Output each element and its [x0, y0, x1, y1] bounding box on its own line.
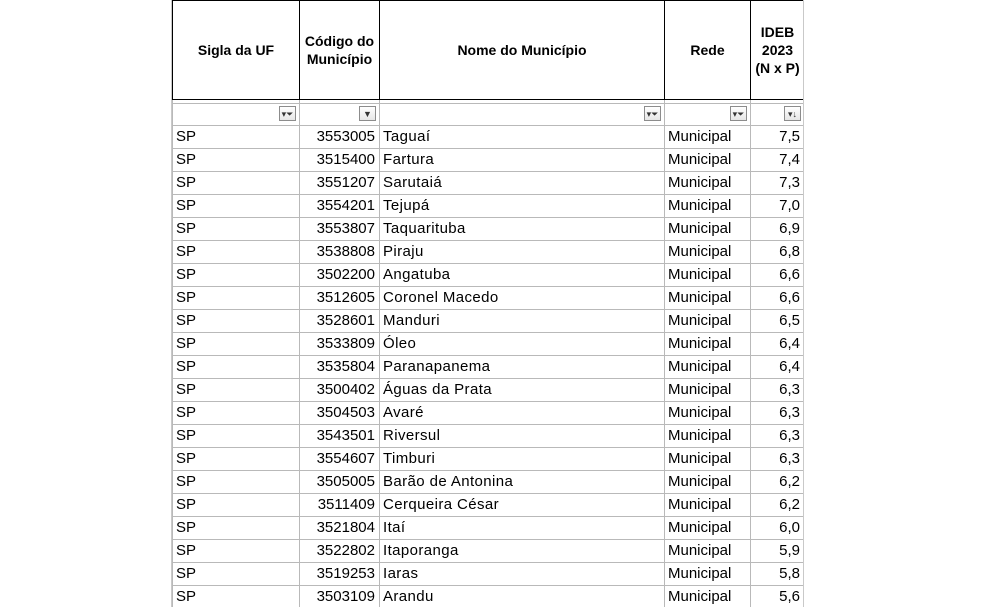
cell-rede[interactable]: Municipal — [665, 241, 751, 264]
cell-uf[interactable]: SP — [173, 517, 300, 540]
cell-nome[interactable]: Iaras — [380, 563, 665, 586]
cell-uf[interactable]: SP — [173, 126, 300, 149]
cell-ideb[interactable]: 6,3 — [751, 425, 805, 448]
cell-codigo[interactable]: 3503109 — [300, 586, 380, 607]
cell-ideb[interactable]: 6,2 — [751, 471, 805, 494]
cell-codigo[interactable]: 3551207 — [300, 172, 380, 195]
cell-codigo[interactable]: 3500402 — [300, 379, 380, 402]
cell-uf[interactable]: SP — [173, 172, 300, 195]
cell-codigo[interactable]: 3522802 — [300, 540, 380, 563]
filter-row — [173, 104, 805, 126]
table-row[interactable] — [173, 540, 805, 563]
cell-uf[interactable]: SP — [173, 586, 300, 607]
cell-ideb[interactable]: 7,4 — [751, 149, 805, 172]
filter-cell-ideb — [751, 104, 805, 126]
cell-nome[interactable]: Arandu — [380, 586, 665, 607]
cell-nome[interactable]: Óleo — [380, 333, 665, 356]
sheet-right-border — [803, 0, 804, 607]
cell-rede[interactable]: Municipal — [665, 356, 751, 379]
cell-uf[interactable]: SP — [173, 448, 300, 471]
cell-uf[interactable]: SP — [173, 379, 300, 402]
cell-rede[interactable]: Municipal — [665, 540, 751, 563]
cell-nome[interactable]: Barão de Antonina — [380, 471, 665, 494]
cell-codigo[interactable]: 3504503 — [300, 402, 380, 425]
cell-uf[interactable]: SP — [173, 471, 300, 494]
cell-codigo[interactable]: 3553807 — [300, 218, 380, 241]
cell-uf[interactable]: SP — [173, 287, 300, 310]
cell-rede[interactable]: Municipal — [665, 264, 751, 287]
cell-uf[interactable]: SP — [173, 264, 300, 287]
cell-rede[interactable]: Municipal — [665, 379, 751, 402]
cell-rede[interactable]: Municipal — [665, 494, 751, 517]
filter-active-icon[interactable]: ▾⏷ — [279, 106, 296, 121]
cell-rede[interactable]: Municipal — [665, 333, 751, 356]
cell-rede[interactable]: Municipal — [665, 149, 751, 172]
cell-nome[interactable]: Itaí — [380, 517, 665, 540]
cell-nome[interactable]: Fartura — [380, 149, 665, 172]
table-row[interactable] — [173, 149, 805, 172]
cell-rede[interactable]: Municipal — [665, 448, 751, 471]
table-row[interactable] — [173, 195, 805, 218]
table-row[interactable] — [173, 402, 805, 425]
table-row[interactable] — [173, 218, 805, 241]
cell-ideb[interactable]: 6,9 — [751, 218, 805, 241]
cell-uf[interactable]: SP — [173, 149, 300, 172]
cell-nome[interactable]: Piraju — [380, 241, 665, 264]
cell-rede[interactable]: Municipal — [665, 287, 751, 310]
table-row[interactable] — [173, 425, 805, 448]
cell-codigo[interactable]: 3528601 — [300, 310, 380, 333]
table-row[interactable] — [173, 563, 805, 586]
cell-ideb[interactable]: 6,3 — [751, 402, 805, 425]
header-ideb[interactable] — [751, 1, 805, 100]
cell-rede[interactable]: Municipal — [665, 218, 751, 241]
cell-nome[interactable]: Manduri — [380, 310, 665, 333]
cell-rede[interactable]: Municipal — [665, 310, 751, 333]
filter-active-icon[interactable]: ▾⏷ — [644, 106, 661, 121]
cell-nome[interactable]: Avaré — [380, 402, 665, 425]
cell-rede[interactable]: Municipal — [665, 126, 751, 149]
cell-codigo[interactable]: 3554201 — [300, 195, 380, 218]
cell-uf[interactable]: SP — [173, 425, 300, 448]
cell-nome[interactable]: Angatuba — [380, 264, 665, 287]
cell-codigo[interactable]: 3535804 — [300, 356, 380, 379]
cell-ideb[interactable]: 5,8 — [751, 563, 805, 586]
cell-uf[interactable]: SP — [173, 563, 300, 586]
cell-ideb[interactable]: 6,8 — [751, 241, 805, 264]
cell-ideb[interactable]: 7,0 — [751, 195, 805, 218]
cell-uf[interactable]: SP — [173, 195, 300, 218]
cell-ideb[interactable]: 7,5 — [751, 126, 805, 149]
cell-rede[interactable]: Municipal — [665, 563, 751, 586]
cell-codigo[interactable]: 3538808 — [300, 241, 380, 264]
cell-nome[interactable]: Itaporanga — [380, 540, 665, 563]
cell-codigo[interactable]: 3543501 — [300, 425, 380, 448]
cell-rede[interactable]: Municipal — [665, 517, 751, 540]
cell-ideb[interactable]: 7,3 — [751, 172, 805, 195]
cell-ideb[interactable]: 5,9 — [751, 540, 805, 563]
cell-nome[interactable]: Taguaí — [380, 126, 665, 149]
header-uf[interactable]: Sigla da UF — [173, 1, 300, 100]
cell-nome[interactable]: Sarutaiá — [380, 172, 665, 195]
cell-ideb[interactable]: 5,6 — [751, 586, 805, 607]
cell-ideb[interactable]: 6,0 — [751, 517, 805, 540]
cell-codigo[interactable]: 3511409 — [300, 494, 380, 517]
table-row[interactable] — [173, 494, 805, 517]
cell-nome[interactable]: Riversul — [380, 425, 665, 448]
cell-uf[interactable]: SP — [173, 218, 300, 241]
data-table — [172, 0, 804, 607]
filter-active-icon[interactable]: ▾⏷ — [730, 106, 747, 121]
table-row[interactable] — [173, 379, 805, 402]
cell-uf[interactable]: SP — [173, 310, 300, 333]
header-ideb-line2: 2023 — [761, 42, 794, 58]
cell-uf[interactable]: SP — [173, 241, 300, 264]
cell-codigo[interactable]: 3512605 — [300, 287, 380, 310]
cell-nome[interactable]: Cerqueira César — [380, 494, 665, 517]
header-nome[interactable]: Nome do Município — [380, 1, 665, 100]
cell-ideb[interactable]: 6,5 — [751, 310, 805, 333]
spreadsheet — [171, 0, 804, 607]
cell-codigo[interactable]: 3553005 — [300, 126, 380, 149]
cell-ideb[interactable]: 6,3 — [751, 448, 805, 471]
cell-codigo[interactable]: 3505005 — [300, 471, 380, 494]
table-row[interactable] — [173, 471, 805, 494]
cell-uf[interactable]: SP — [173, 333, 300, 356]
cell-codigo[interactable]: 3521804 — [300, 517, 380, 540]
cell-uf[interactable]: SP — [173, 540, 300, 563]
cell-ideb[interactable]: 6,6 — [751, 264, 805, 287]
filter-cell-codigo — [300, 104, 380, 126]
header-rede[interactable]: Rede — [665, 1, 751, 100]
table-row[interactable] — [173, 356, 805, 379]
header-ideb-line1: IDEB — [760, 24, 795, 40]
cell-nome[interactable]: Águas da Prata — [380, 379, 665, 402]
cell-rede[interactable]: Municipal — [665, 172, 751, 195]
table-row[interactable] — [173, 264, 805, 287]
table-row[interactable] — [173, 586, 805, 607]
dropdown-arrow-icon[interactable]: ▼ — [359, 106, 376, 121]
cell-uf[interactable]: SP — [173, 356, 300, 379]
table-row[interactable] — [173, 172, 805, 195]
cell-nome[interactable]: Paranapanema — [380, 356, 665, 379]
cell-ideb[interactable]: 6,6 — [751, 287, 805, 310]
cell-nome[interactable]: Coronel Macedo — [380, 287, 665, 310]
cell-ideb[interactable]: 6,2 — [751, 494, 805, 517]
cell-uf[interactable]: SP — [173, 402, 300, 425]
cell-rede[interactable]: Municipal — [665, 425, 751, 448]
cell-codigo[interactable]: 3515400 — [300, 149, 380, 172]
filter-cell-uf — [173, 104, 300, 126]
table-row[interactable] — [173, 517, 805, 540]
filter-cell-rede — [665, 104, 751, 126]
sort-descending-icon[interactable]: ▾↓ — [784, 106, 801, 121]
table-row[interactable] — [173, 287, 805, 310]
cell-rede[interactable]: Municipal — [665, 471, 751, 494]
cell-nome[interactable]: Timburi — [380, 448, 665, 471]
cell-rede[interactable]: Municipal — [665, 195, 751, 218]
cell-ideb[interactable]: 6,3 — [751, 379, 805, 402]
cell-codigo[interactable]: 3519253 — [300, 563, 380, 586]
table-row[interactable] — [173, 448, 805, 471]
cell-codigo[interactable]: 3554607 — [300, 448, 380, 471]
filter-cell-nome — [380, 104, 665, 126]
header-codigo[interactable]: Código do Município — [300, 1, 380, 100]
header-row — [173, 1, 805, 100]
cell-nome[interactable]: Tejupá — [380, 195, 665, 218]
cell-nome[interactable]: Taquarituba — [380, 218, 665, 241]
cell-ideb[interactable]: 6,4 — [751, 333, 805, 356]
table-row[interactable] — [173, 126, 805, 149]
table-row[interactable] — [173, 241, 805, 264]
cell-rede[interactable]: Municipal — [665, 586, 751, 607]
table-row[interactable] — [173, 333, 805, 356]
cell-codigo[interactable]: 3502200 — [300, 264, 380, 287]
cell-codigo[interactable]: 3533809 — [300, 333, 380, 356]
table-body — [173, 126, 805, 607]
cell-rede[interactable]: Municipal — [665, 402, 751, 425]
cell-ideb[interactable]: 6,4 — [751, 356, 805, 379]
header-ideb-line3: (N x P) — [755, 60, 800, 76]
cell-uf[interactable]: SP — [173, 494, 300, 517]
table-row[interactable] — [173, 310, 805, 333]
